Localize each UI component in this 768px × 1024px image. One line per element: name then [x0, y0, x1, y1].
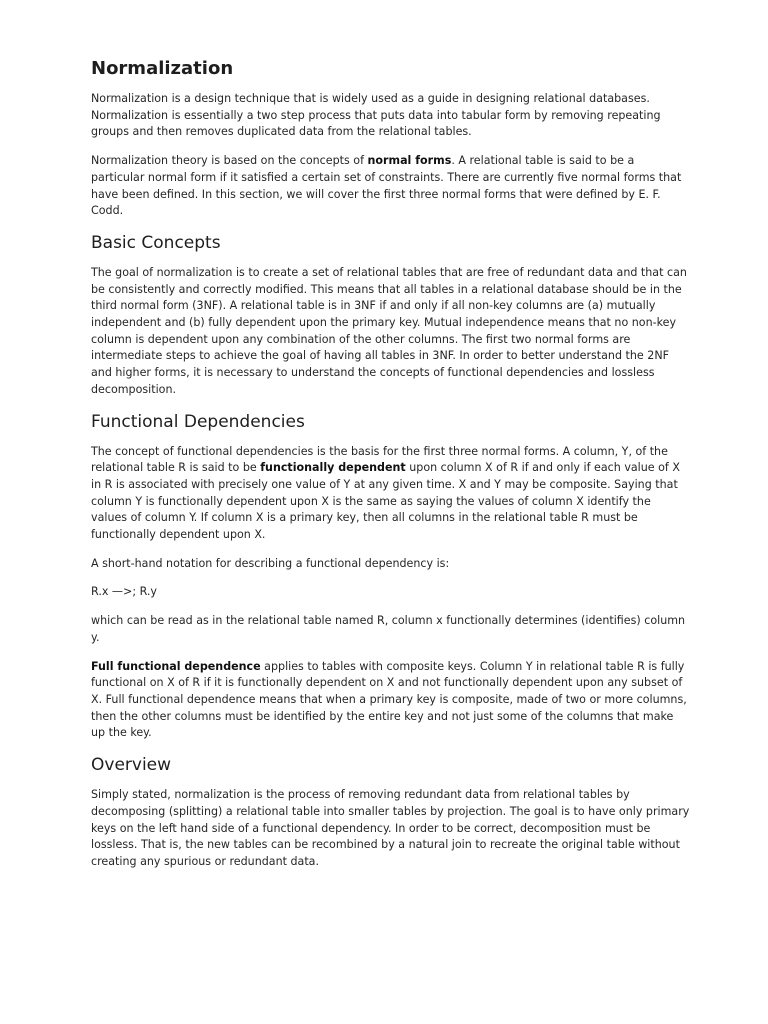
page-title: Normalization [91, 58, 234, 79]
functional-p1-text-b: upon column X of R if and only if each value of X in R is associated with precisely one value of Y at any given time. X and Y may be composite. Saying that column Y is functionally dependent upon X is the same as saying the values of column X identify the values of column Y. If column X is a primary key, then all columns in the relational table R must be functionally dependent upon X. [91, 461, 680, 542]
functional-paragraph-1 [91, 444, 690, 544]
overview-paragraph: Simply stated, normalization is the process of removing redundant data from relational tables by decomposing (splitting) a relational table into smaller tables by projection. The goal is to have only primary keys on the left hand side of a functional dependency. In order to be correct, decomposition must be lossless. That is, the new tables can be recombined by a natural join to recreate the original table without creating any spurious or redundant data. [91, 788, 690, 868]
normal-forms-term: normal forms [367, 154, 452, 168]
intro-p2-text-b: . A relational table is said to be a particular normal form if it satisfied a certain set of constraints. There are currently five normal forms that have been defined. In this section, we will cover the first three normal forms that were defined by E. F. Codd. [91, 154, 682, 218]
intro-p2-text-a: Normalization theory is based on the concepts of [91, 154, 368, 168]
section-heading-basic-concepts: Basic Concepts [91, 232, 221, 253]
functionally-dependent-term: functionally dependent [260, 461, 406, 475]
functional-p4-text: applies to tables with composite keys. Column Y in relational table R is fully functional on X of R if it is functionally dependent on X and not functionally dependent upon any subset of X. Full functional dependence means that when a primary key is composite, made of two or more columns, then the other columns must be identified by the entire key and not just some of the columns that make up the key. [91, 659, 687, 740]
section-heading-functional-dependencies: Functional Dependencies [91, 411, 305, 432]
intro-paragraph-2 [91, 153, 690, 220]
functional-paragraph-4 [91, 659, 690, 743]
basic-concepts-paragraph: The goal of normalization is to create a set of relational tables that are free of redundant data and that can be consistently and correctly modified. This means that all tables in a relational database should be in the third normal form (3NF). A relational table is in 3NF if and only if all non-key columns are (a) mutually independent and (b) fully dependent upon the primary key. Mutual independence means that no non-key column is dependent upon any combination of the other columns. The first two normal forms are intermediate steps to achieve the goal of having all tables in 3NF. In order to better understand the 2NF and higher forms, it is necessary to understand the concepts of functional dependencies and lossless decomposition. [91, 265, 687, 396]
functional-paragraph-3: which can be read as in the relational table named R, column x functionally determines (identifies) column y. [91, 614, 686, 644]
full-functional-dependence-term: Full functional dependence [91, 659, 261, 673]
notation-line: R.x —>; R.y [91, 585, 157, 599]
functional-paragraph-2: A short-hand notation for describing a functional dependency is: [91, 556, 450, 570]
section-heading-overview: Overview [91, 755, 172, 776]
intro-paragraph-1: Normalization is a design technique that is widely used as a guide in designing relational databases. Normalization is essentially a two step process that puts data into tabular form by removing repeating groups and then removes duplicated data from the relational tables. [91, 92, 661, 139]
functional-p1-text-a: The concept of functional dependencies is the basis for the first three normal forms. A column, Y, of the relational table R is said to be [91, 444, 668, 475]
